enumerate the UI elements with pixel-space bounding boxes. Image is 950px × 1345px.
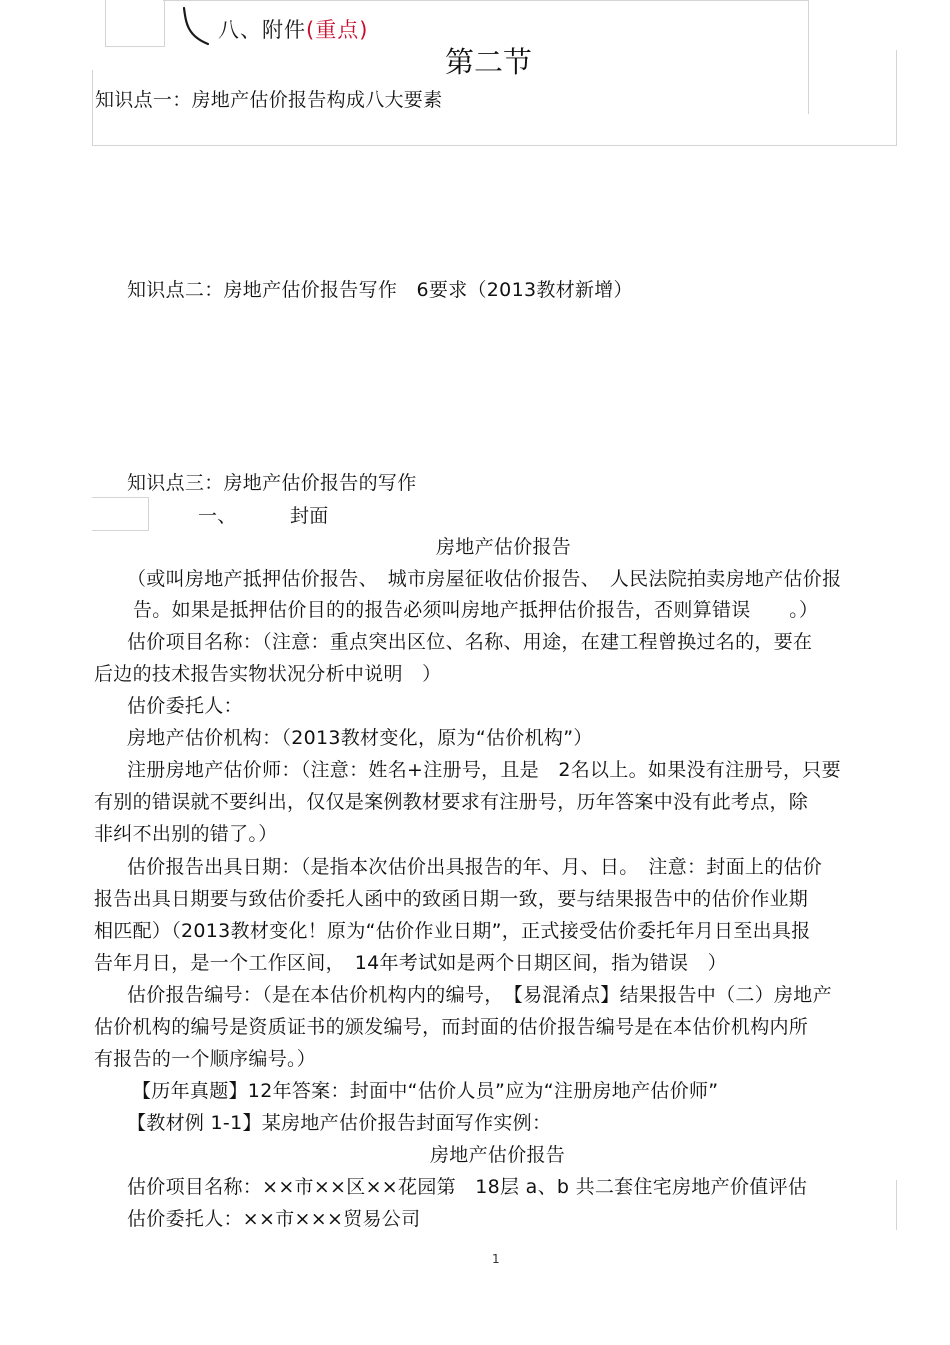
body-line: 房地产估价机构：（2013教材变化，原为“估价机构”）: [127, 727, 593, 749]
frame-box-cover: [92, 497, 149, 531]
body-line: 相匹配）（2013教材变化！原为“估价作业日期”，正式接受估价委托年月日至出具报: [94, 920, 811, 942]
frame-line-right-lower: [896, 1180, 897, 1230]
body-line: 估价机构的编号是资质证书的颁发编号，而封面的估价报告编号是在本估价机构内所: [94, 1016, 809, 1038]
example-title: 房地产估价报告: [430, 1144, 566, 1166]
body-line: 报告出具日期要与致估价委托人函中的致函日期一致，要与结果报告中的估价作业期: [94, 888, 809, 910]
frame-line-under-header: [92, 145, 897, 146]
handwritten-annotation: [218, 14, 368, 44]
frame-line-top: [163, 0, 808, 1]
body-line: 有报告的一个顺序编号。）: [94, 1048, 317, 1070]
page-number: 1: [492, 1252, 500, 1266]
cover-heading-number: 一、: [198, 505, 237, 527]
knowledge-point-3: 知识点三：房地产估价报告的写作: [127, 472, 417, 494]
body-line: 估价委托人：: [127, 695, 243, 717]
annotation-prefix: 八、附件: [218, 18, 306, 42]
frame-line-right-upper: [808, 0, 809, 114]
body-line: （或叫房地产抵押估价报告、 城市房屋征收估价报告、 人民法院拍卖房地产估价报: [127, 568, 842, 590]
body-line: 有别的错误就不要纠出，仅仅是案例教材要求有注册号，历年答案中没有此考点，除: [94, 791, 809, 813]
report-title: 房地产估价报告: [436, 536, 572, 558]
handwritten-bracket-icon: [178, 4, 214, 48]
example-line: 估价项目名称：××市××区××花园第 18层 a、b 共二套住宅房地产价值评估: [127, 1176, 808, 1198]
knowledge-point-2: 知识点二：房地产估价报告写作 6要求（2013教材新增）: [127, 279, 633, 301]
section-title: 第二节: [445, 45, 533, 79]
frame-line-left: [92, 70, 93, 145]
example-line: 估价委托人：××市×××贸易公司: [127, 1208, 421, 1230]
body-line: 非纠不出别的错了。）: [94, 823, 278, 845]
body-line: 告年月日，是一个工作区间， 14年考试如是两个日期区间，指为错误 ）: [94, 952, 727, 974]
frame-line-right: [896, 50, 897, 145]
body-line: 【历年真题】12年答案：封面中“估价人员”应为“注册房地产估价师”: [132, 1080, 719, 1102]
body-line: 估价项目名称：（注意：重点突出区位、名称、用途，在建工程曾换过名的，要在: [127, 631, 813, 653]
body-line: 估价报告出具日期：（是指本次估价出具报告的年、月、日。 注意：封面上的估价: [127, 856, 823, 878]
annotation-mark: (重点): [306, 18, 369, 42]
body-line: 后边的技术报告实物状况分析中说明 ）: [94, 663, 442, 685]
frame-box-top-left: [105, 0, 165, 47]
knowledge-point-1: 知识点一：房地产估价报告构成八大要素: [95, 89, 443, 111]
body-line: 注册房地产估价师：（注意：姓名+注册号，且是 2名以上。如果没有注册号，只要: [127, 759, 841, 781]
body-line: 告。如果是抵押估价目的的报告必须叫房地产抵押估价报告，否则算错误 。）: [133, 599, 819, 621]
body-line: 【教材例 1-1】某房地产估价报告封面写作实例：: [127, 1112, 552, 1134]
body-line: 估价报告编号：（是在本估价机构内的编号， 【易混淆点】结果报告中（二）房地产: [127, 984, 832, 1006]
cover-heading-label: 封面: [290, 505, 329, 527]
